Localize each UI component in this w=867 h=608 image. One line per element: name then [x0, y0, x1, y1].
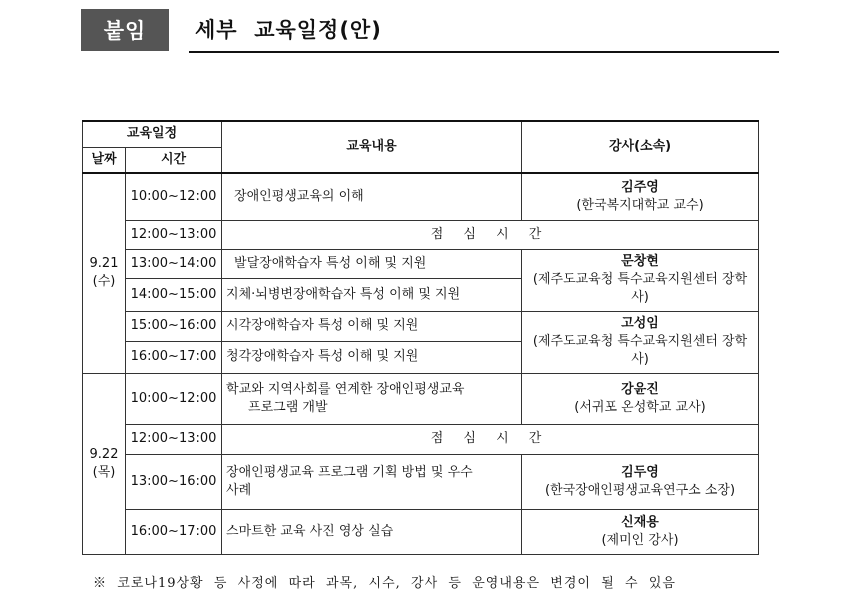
date-cell-day2: [83, 373, 126, 554]
table-row: [83, 454, 759, 509]
time-cell: 14:00~15:00: [126, 278, 222, 311]
instructor-affiliation: (제주도교육청 특수교육지원센터 장학사): [532, 272, 748, 305]
instructor-cell: [522, 311, 759, 373]
content-text: 청각장애학습자 특성 이해 및 지원: [226, 349, 419, 364]
instructor-name: 신재용: [621, 514, 659, 530]
content-text: 발달장애학습자 특성 이해 및 지원: [234, 255, 427, 271]
time-cell: 10:00~12:00: [126, 373, 222, 424]
content-text: 장애인평생교육 프로그램 기획 방법 및 우수: [226, 464, 473, 480]
content-cell: [222, 454, 522, 509]
instructor-cell: [522, 173, 759, 220]
content-text: 지체·뇌병변장애학습자 특성 이해 및 지원: [226, 286, 461, 302]
table-body: [83, 173, 759, 554]
date-label: 9.22: [89, 446, 119, 462]
table-row: [83, 311, 759, 341]
attachment-badge: 붙임: [81, 9, 169, 51]
table-row: [83, 220, 759, 249]
header-instructor: 강사(소속): [522, 121, 759, 173]
instructor-name: 강윤진: [621, 381, 659, 397]
instructor-name: 문창현: [621, 254, 659, 269]
date-label: 9.21: [89, 256, 119, 272]
time-cell: 15:00~16:00: [126, 311, 222, 341]
header-content: 교육내용: [222, 121, 522, 173]
table-row: [83, 509, 759, 554]
lunch-break-cell: 점 심 시 간: [222, 424, 759, 454]
date-cell-day1: [83, 173, 126, 373]
instructor-name: 김두영: [621, 464, 659, 480]
instructor-cell: [522, 454, 759, 509]
instructor-cell: [522, 509, 759, 554]
header-schedule: 교육일정: [83, 121, 222, 147]
content-text: 장애인평생교육의 이해: [234, 188, 364, 204]
content-cell: [222, 373, 522, 424]
time-cell: 12:00~13:00: [126, 220, 222, 249]
content-cell: [222, 509, 522, 554]
instructor-affiliation: (한국복지대학교 교수): [576, 197, 704, 213]
table-row: [83, 173, 759, 220]
instructor-name: 고성임: [621, 316, 659, 331]
weekday-label: (수): [92, 274, 116, 290]
table-row: [83, 424, 759, 454]
schedule-table: [82, 120, 759, 555]
instructor-affiliation: (제미인 강사): [601, 532, 679, 548]
table-row: [83, 373, 759, 424]
footnote: ※ 코로나19상황 등 사정에 따라 과목, 시수, 강사 등 운영내용은 변경이 될 수 있음: [93, 576, 676, 591]
instructor-affiliation: (한국장애인평생교육연구소 소장): [544, 482, 736, 498]
time-cell: 16:00~17:00: [126, 509, 222, 554]
content-text-continued: 사례: [226, 482, 252, 498]
instructor-cell: [522, 373, 759, 424]
instructor-affiliation: (제주도교육청 특수교육지원센터 장학사): [532, 334, 748, 367]
content-text: 스마트한 교육 사진 영상 실습: [226, 523, 394, 539]
time-cell: 13:00~14:00: [126, 249, 222, 278]
page-title: 세부 교육일정(안): [195, 18, 382, 42]
content-cell: [222, 173, 522, 220]
content-text: 학교와 지역사회를 연계한 장애인평생교육: [226, 381, 465, 397]
header-time: 시간: [126, 147, 222, 173]
content-cell: [222, 341, 522, 373]
content-cell: [222, 278, 522, 311]
instructor-affiliation: (서귀포 온성학교 교사): [574, 399, 706, 415]
time-cell: 16:00~17:00: [126, 341, 222, 373]
content-text-continued: 프로그램 개발: [248, 399, 328, 415]
content-cell: [222, 311, 522, 341]
title-underline: [189, 51, 779, 53]
time-cell: 10:00~12:00: [126, 173, 222, 220]
lunch-break-cell: 점 심 시 간: [222, 220, 759, 249]
instructor-cell: [522, 249, 759, 311]
table-header: [83, 121, 759, 173]
time-cell: 12:00~13:00: [126, 424, 222, 454]
instructor-name: 김주영: [621, 179, 659, 195]
content-text: 시각장애학습자 특성 이해 및 지원: [226, 318, 419, 333]
time-cell: 13:00~16:00: [126, 454, 222, 509]
weekday-label: (목): [92, 464, 116, 480]
content-cell: [222, 249, 522, 278]
header-date: 날짜: [83, 147, 126, 173]
table-row: [83, 249, 759, 278]
